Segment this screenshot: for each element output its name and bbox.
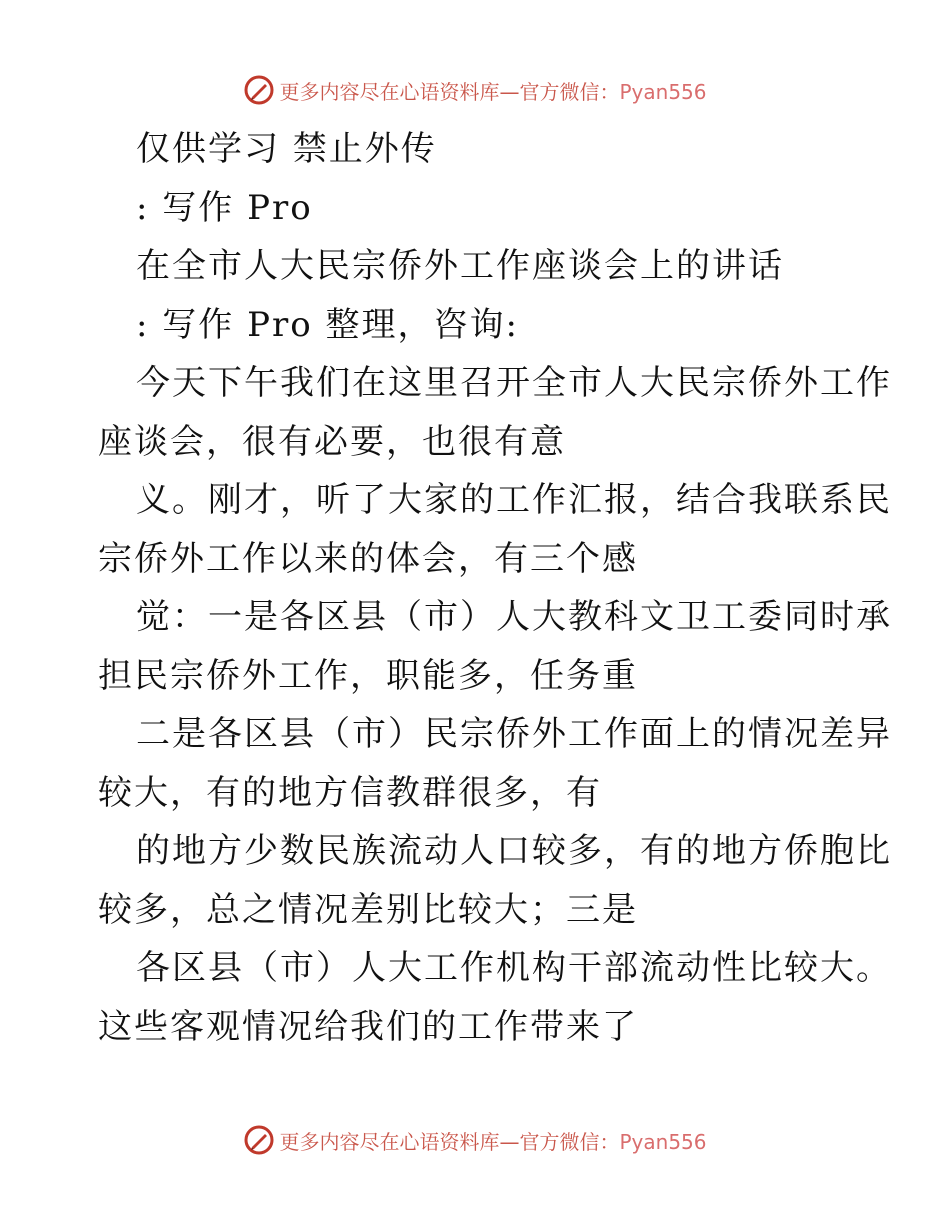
paragraph-line: 二是各区县（市）民宗侨外工作面上的情况差异 (136, 714, 892, 754)
paragraph-line: 座谈会，很有必要，也很有意 (98, 421, 566, 462)
document-body (98, 120, 892, 1056)
paragraph-line: 义。刚才，听了大家的工作汇报，结合我联系民 (136, 480, 892, 520)
watermark-text: 更多内容尽在心语资料库—官方微信：Pyan556 (279, 1129, 707, 1154)
document-title: 在全市人大民宗侨外工作座谈会上的讲话 (136, 246, 784, 286)
paragraph-line: 这些客观情况给我们的工作带来了 (98, 1006, 638, 1047)
author-line: : 写作 Pro (136, 187, 313, 228)
paragraph-line: 担民宗侨外工作，职能多，任务重 (98, 655, 638, 696)
paragraph-line: 的地方少数民族流动人口较多，有的地方侨胞比 (136, 831, 892, 871)
paragraph-line: 各区县（市）人大工作机构干部流动性比较大。 (136, 948, 892, 988)
paragraph-line: 觉：一是各区县（市）人大教科文卫工委同时承 (136, 597, 892, 637)
watermark-banner-top (0, 70, 950, 110)
note-line: 仅供学习 禁止外传 (136, 129, 437, 169)
paragraph-line: 较多，总之情况差别比较大；三是 (98, 889, 638, 930)
paragraph-line: 宗侨外工作以来的体会，有三个感 (98, 538, 638, 579)
source-line: : 写作 Pro 整理，咨询: (136, 304, 519, 345)
pen-logo-icon (243, 74, 275, 106)
paragraph-line: 较大，有的地方信教群很多，有 (98, 772, 602, 813)
watermark-banner-bottom (0, 1120, 950, 1160)
pen-logo-icon (243, 1124, 275, 1156)
paragraph-line: 今天下午我们在这里召开全市人大民宗侨外工作 (136, 363, 892, 403)
watermark-text: 更多内容尽在心语资料库—官方微信：Pyan556 (279, 79, 707, 104)
